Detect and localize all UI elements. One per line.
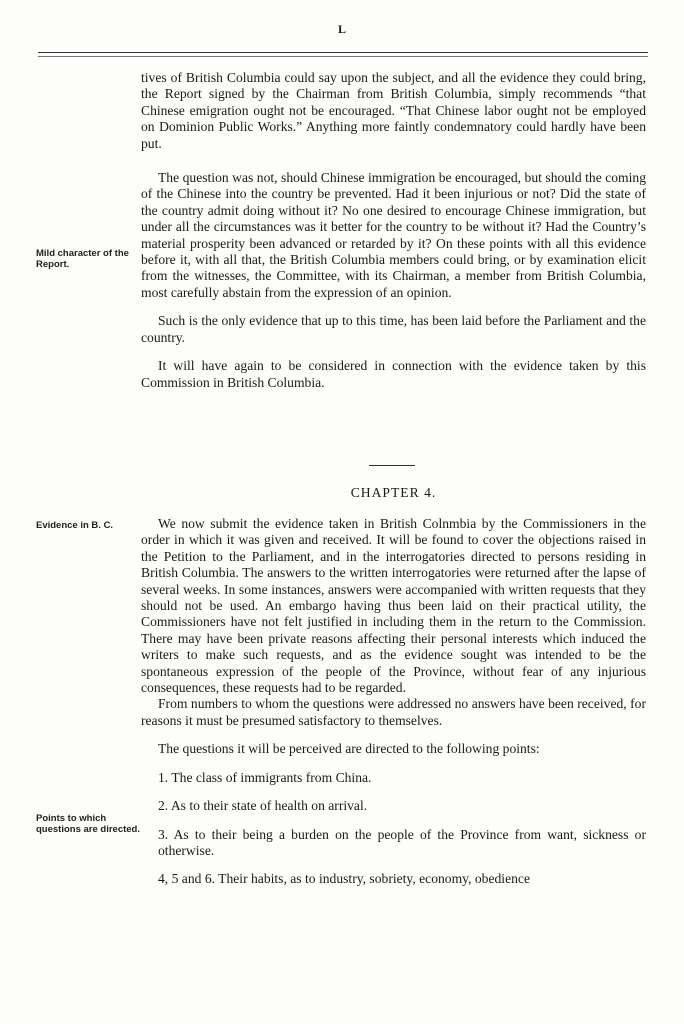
paragraph-points-intro: The questions it will be perceived are directed to the following points: — [158, 741, 540, 757]
margin-note-points: Points to which questions are directed. — [36, 813, 141, 835]
paragraph-no-answers: From numbers to whom the questions were addressed no answers have been received, for reasons it must be presumed satisfactory to themselves. — [141, 696, 646, 728]
paragraph-only-evidence: Such is the only evidence that up to this time, has been laid before the Parliament and the country. — [141, 313, 646, 345]
list-item-4: 4, 5 and 6. Their habits, as to industry, sobriety, economy, obedience — [158, 871, 530, 887]
paragraph-to-be-considered: It will have again to be considered in connection with the evidence taken by this Commission in British Columbia. — [141, 358, 646, 390]
margin-note-mild-character: Mild character of the Report. — [36, 248, 129, 270]
paragraph-report-recommendation: tives of British Columbia could say upon the subject, and all the evidence they could bring, the Report signed by the Chairman from British Columbia, simply recommends “that Chinese emigration ought not be encouraged. “That Chinese labor ought not be employed on Dominion Public Works.” Anything more faintly condemnatory could hardly have been put. — [141, 70, 646, 151]
section-chapter-4 — [141, 516, 646, 888]
list-item-1: 1. The class of immigrants from China. — [158, 769, 372, 785]
section-report-discussion — [141, 70, 646, 391]
list-item-2: 2. As to their state of health on arrival. — [158, 798, 368, 814]
section-divider — [369, 465, 415, 466]
page-number: L — [337, 22, 346, 36]
margin-note-evidence-bc: Evidence in B. C. — [36, 520, 114, 531]
header-rule-secondary — [38, 56, 648, 57]
header-rule — [38, 52, 648, 53]
paragraph-evidence-submitted: We now submit the evidence taken in British Colnmbia by the Commissioners in the order in which it was given and received. It will be found to cover the objections raised in the Petition to the Parliament, and in the interrogatories directed to persons residing in British Columbia. The answers to the written interrogatories were returned after the lapse of several weeks. In some instances, answers were accompanied with written requests that they should not be used. An embargo having thus been laid on their practical utility, the Commissioners have not felt justified in including them in the return to the Commission. There may have been private reasons affecting their personal interests which induced the writers to make such requests, and as the evidence sought was intended to be the spontaneous expression of the people of the Province, without fear of any injurious consequences, these requests had to be regarded. — [141, 516, 646, 696]
list-item-3: 3. As to their being a burden on the people of the Province from want, sickness or otherwise. — [158, 826, 646, 858]
chapter-heading: CHAPTER 4. — [350, 485, 437, 500]
paragraph-question-not-answered: The question was not, should Chinese immigration be encouraged, but should the coming of the Chinese into the country be prevented. Had it been injurious or not? Did the state of the country admit doing without it? No one desired to encourage Chinese immigration, but under all the circumstances was it better for the country to be without it? Had the Country’s material prosperity been advanced or retarded by it? On these points with all this evidence before it, with all that, the British Columbia members could bring, or by examination elicit from the witnesses, the Committee, with its Chairman, a member from British Columbia, most carefully abstain from the expression of an opinion. — [141, 170, 646, 300]
